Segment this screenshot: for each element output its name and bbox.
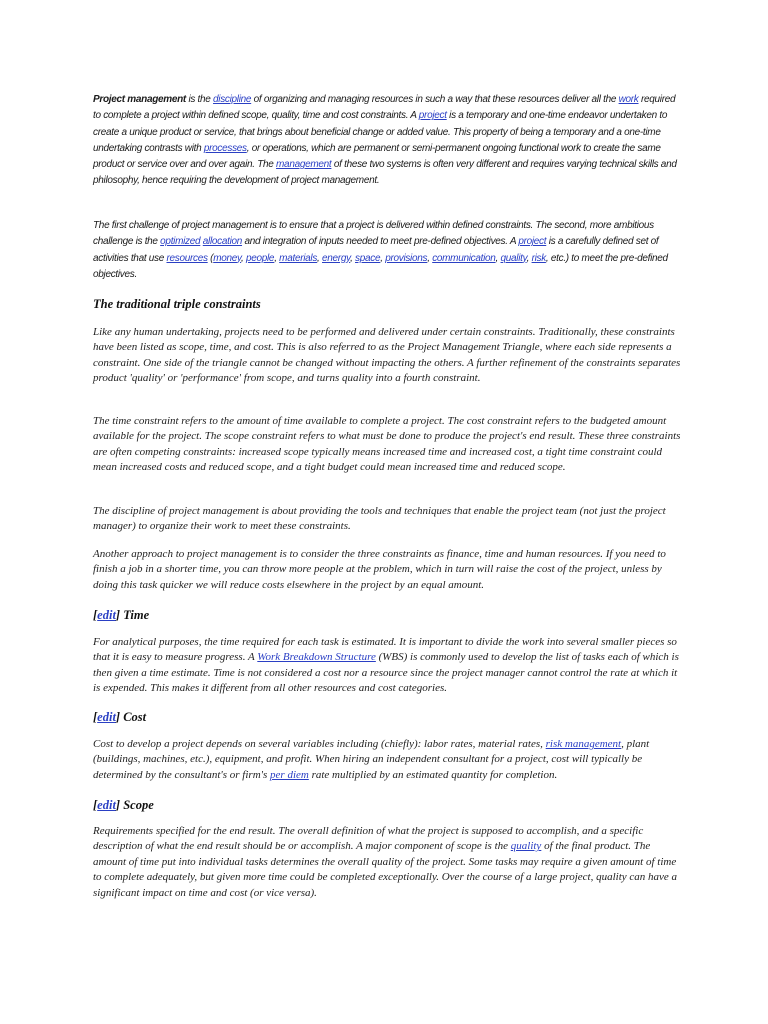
text-run: , [427,252,433,264]
paragraph-time [93,635,683,697]
link-risk[interactable]: risk [531,252,546,264]
paragraph-constraint-definitions [93,414,683,476]
text-run: ] Cost [115,710,147,724]
text-run: Cost to develop a project depends on several variables including (chiefly): labor rates, material rates, [93,738,546,750]
heading-triple-constraints [93,296,683,312]
text-run: , [526,252,532,264]
paragraph-scope [93,824,683,901]
intro-paragraph-definition [93,92,683,190]
text-run: [ [93,608,98,622]
heading-cost [93,709,683,725]
text-run: is a temporary and one-time endeavor undertaken to create a unique product or service, that brings about beneficial change or added value. This property of being a temporary and a one-time undertaking contrasts with [93,110,668,154]
text-run: , etc.) to meet the pre-defined objectives. [93,252,668,280]
link-project[interactable]: project [418,110,447,122]
link-space[interactable]: space [355,252,381,264]
link-edit[interactable]: edit [97,608,116,622]
text-run: The traditional triple constraints [93,297,261,311]
text-run: and integration of inputs needed to meet pre-defined objectives. A [242,236,519,248]
text-run: required to complete a project within defined scope, quality, time and cost constraints. A [93,94,676,122]
text-run: The discipline of project management is about providing the tools and techniques that enable the project team (not just the project manager) to organize their work to meet these constraints. [93,505,666,533]
text-run: is a carefully defined set of activities that use [93,236,659,264]
link-materials[interactable]: materials [279,252,318,264]
link-processes[interactable]: processes [203,142,247,154]
text-run: For analytical purposes, the time required for each task is estimated. It is important to divide the work into several smaller pieces so that it is easy to measure progress. A [93,636,677,664]
text-run: [ [93,798,98,812]
link-work[interactable]: work [618,94,639,105]
link-provisions[interactable]: provisions [385,252,428,264]
link-quality[interactable]: quality [510,840,542,853]
text-run: , [241,252,246,264]
link-edit[interactable]: edit [97,710,116,724]
text-run: of the final product. The amount of time put into individual tasks determines the overall quality of the project. Some tasks may require a given amount of time to complete adequately, but given more time could be completed exceptionally. Over the course of a large project, quality can have a significant impact on time and cost (or vice versa). [93,840,678,899]
text-run: ( [207,252,214,264]
text-run: rate multiplied by an estimated quantity for completion. [308,768,558,781]
link-energy[interactable]: energy [322,252,351,264]
intro-paragraph-challenges [93,218,683,283]
heading-time [93,607,683,623]
heading-scope [93,797,683,813]
link-optimized[interactable]: optimized [160,236,201,248]
text-run: , [274,252,280,264]
link-edit[interactable]: edit [97,798,116,812]
link-management[interactable]: management [276,159,332,171]
paragraph-constraints-overview [93,325,683,387]
link-quality[interactable]: quality [500,252,527,264]
link-project[interactable]: project [518,236,547,248]
paragraph-another-approach [93,547,683,593]
text-run: of these two systems is often very different and requires varying technical skills and philosophy, hence requiring the development of project management. [93,159,677,187]
text-run: ] Time [115,608,150,622]
text-run: Like any human undertaking, projects need to be performed and delivered under certain constraints. Traditionally, these constraints have been listed as scope, time, and cost. This is also referred to as the Project Management Triangle, where each side represents a constraint. One side of the triangle cannot be changed without impacting the others. A further refinement of the constraints separates product 'quality' or 'performance' from scope, and turns quality into a fourth constraint. [93,326,681,385]
link-communication[interactable]: communication [432,252,496,264]
link-risk-management[interactable]: risk management [545,738,622,750]
link-money[interactable]: money [213,252,241,264]
text-run: (WBS) is commonly used to develop the list of tasks each of which is then given a time estimate. Time is not considered a cost nor a resource since the project manager cannot control the rate at which it is expended. This makes it different from all other resources and cost categories. [93,651,679,695]
text-run: , [350,252,356,264]
paragraph-cost [93,737,683,783]
text-run: ] Scope [115,798,154,812]
link-discipline[interactable]: discipline [213,94,252,105]
text-run: Requirements specified for the end result. The overall definition of what the project is supposed to accomplish, and a specific description of what the end result should be or accomplish. A major component of scope is the [93,825,644,853]
text-run: The time constraint refers to the amount of time available to complete a project. The cost constraint refers to the budgeted amount available for the project. The scope constraint refers to what must be done to produce the project's end result. These three constraints are often competing constraints: increased scope typically means increased time and increased cost, a tight time constraint could mean increased costs and reduced scope, and a tight budget could mean increased time and reduced scope. [93,415,681,474]
text-run: , [317,252,323,264]
paragraph-discipline [93,504,683,535]
bold-term: Project management [93,94,186,105]
link-per-diem[interactable]: per diem [270,768,309,781]
text-run: , [495,252,501,264]
link-people[interactable]: people [245,252,275,264]
link-work-breakdown-structure[interactable]: Work Breakdown Structure [257,651,376,664]
text-run: Another approach to project management is to consider the three constraints as finance, time and human resources. If you need to finish a job in a shorter time, you can throw more people at the problem, which in turn will raise the cost of the project, unless by doing this task quicker we will reduce costs elsewhere in the project by an equal amount. [93,548,666,591]
text-run: is the [185,94,214,105]
text-run: , plant (buildings, machines, etc.), equipment, and profit. When hiring an independent consultant for a project, cost will typically be determined by the consultant's or firm's [93,738,650,781]
text-run: [ [93,710,98,724]
link-resources[interactable]: resources [166,252,208,264]
text-run: , [380,252,386,264]
link-allocation[interactable]: allocation [202,236,243,248]
text-run: of organizing and managing resources in such a way that these resources deliver all the [251,94,619,105]
text-run: The first challenge of project management is to ensure that a project is delivered within defined constraints. The second, more ambitious challenge is the [93,220,654,248]
text-run: , or operations, which are permanent or semi-permanent ongoing functional work to create the same product or service over and over again. The [93,142,661,171]
